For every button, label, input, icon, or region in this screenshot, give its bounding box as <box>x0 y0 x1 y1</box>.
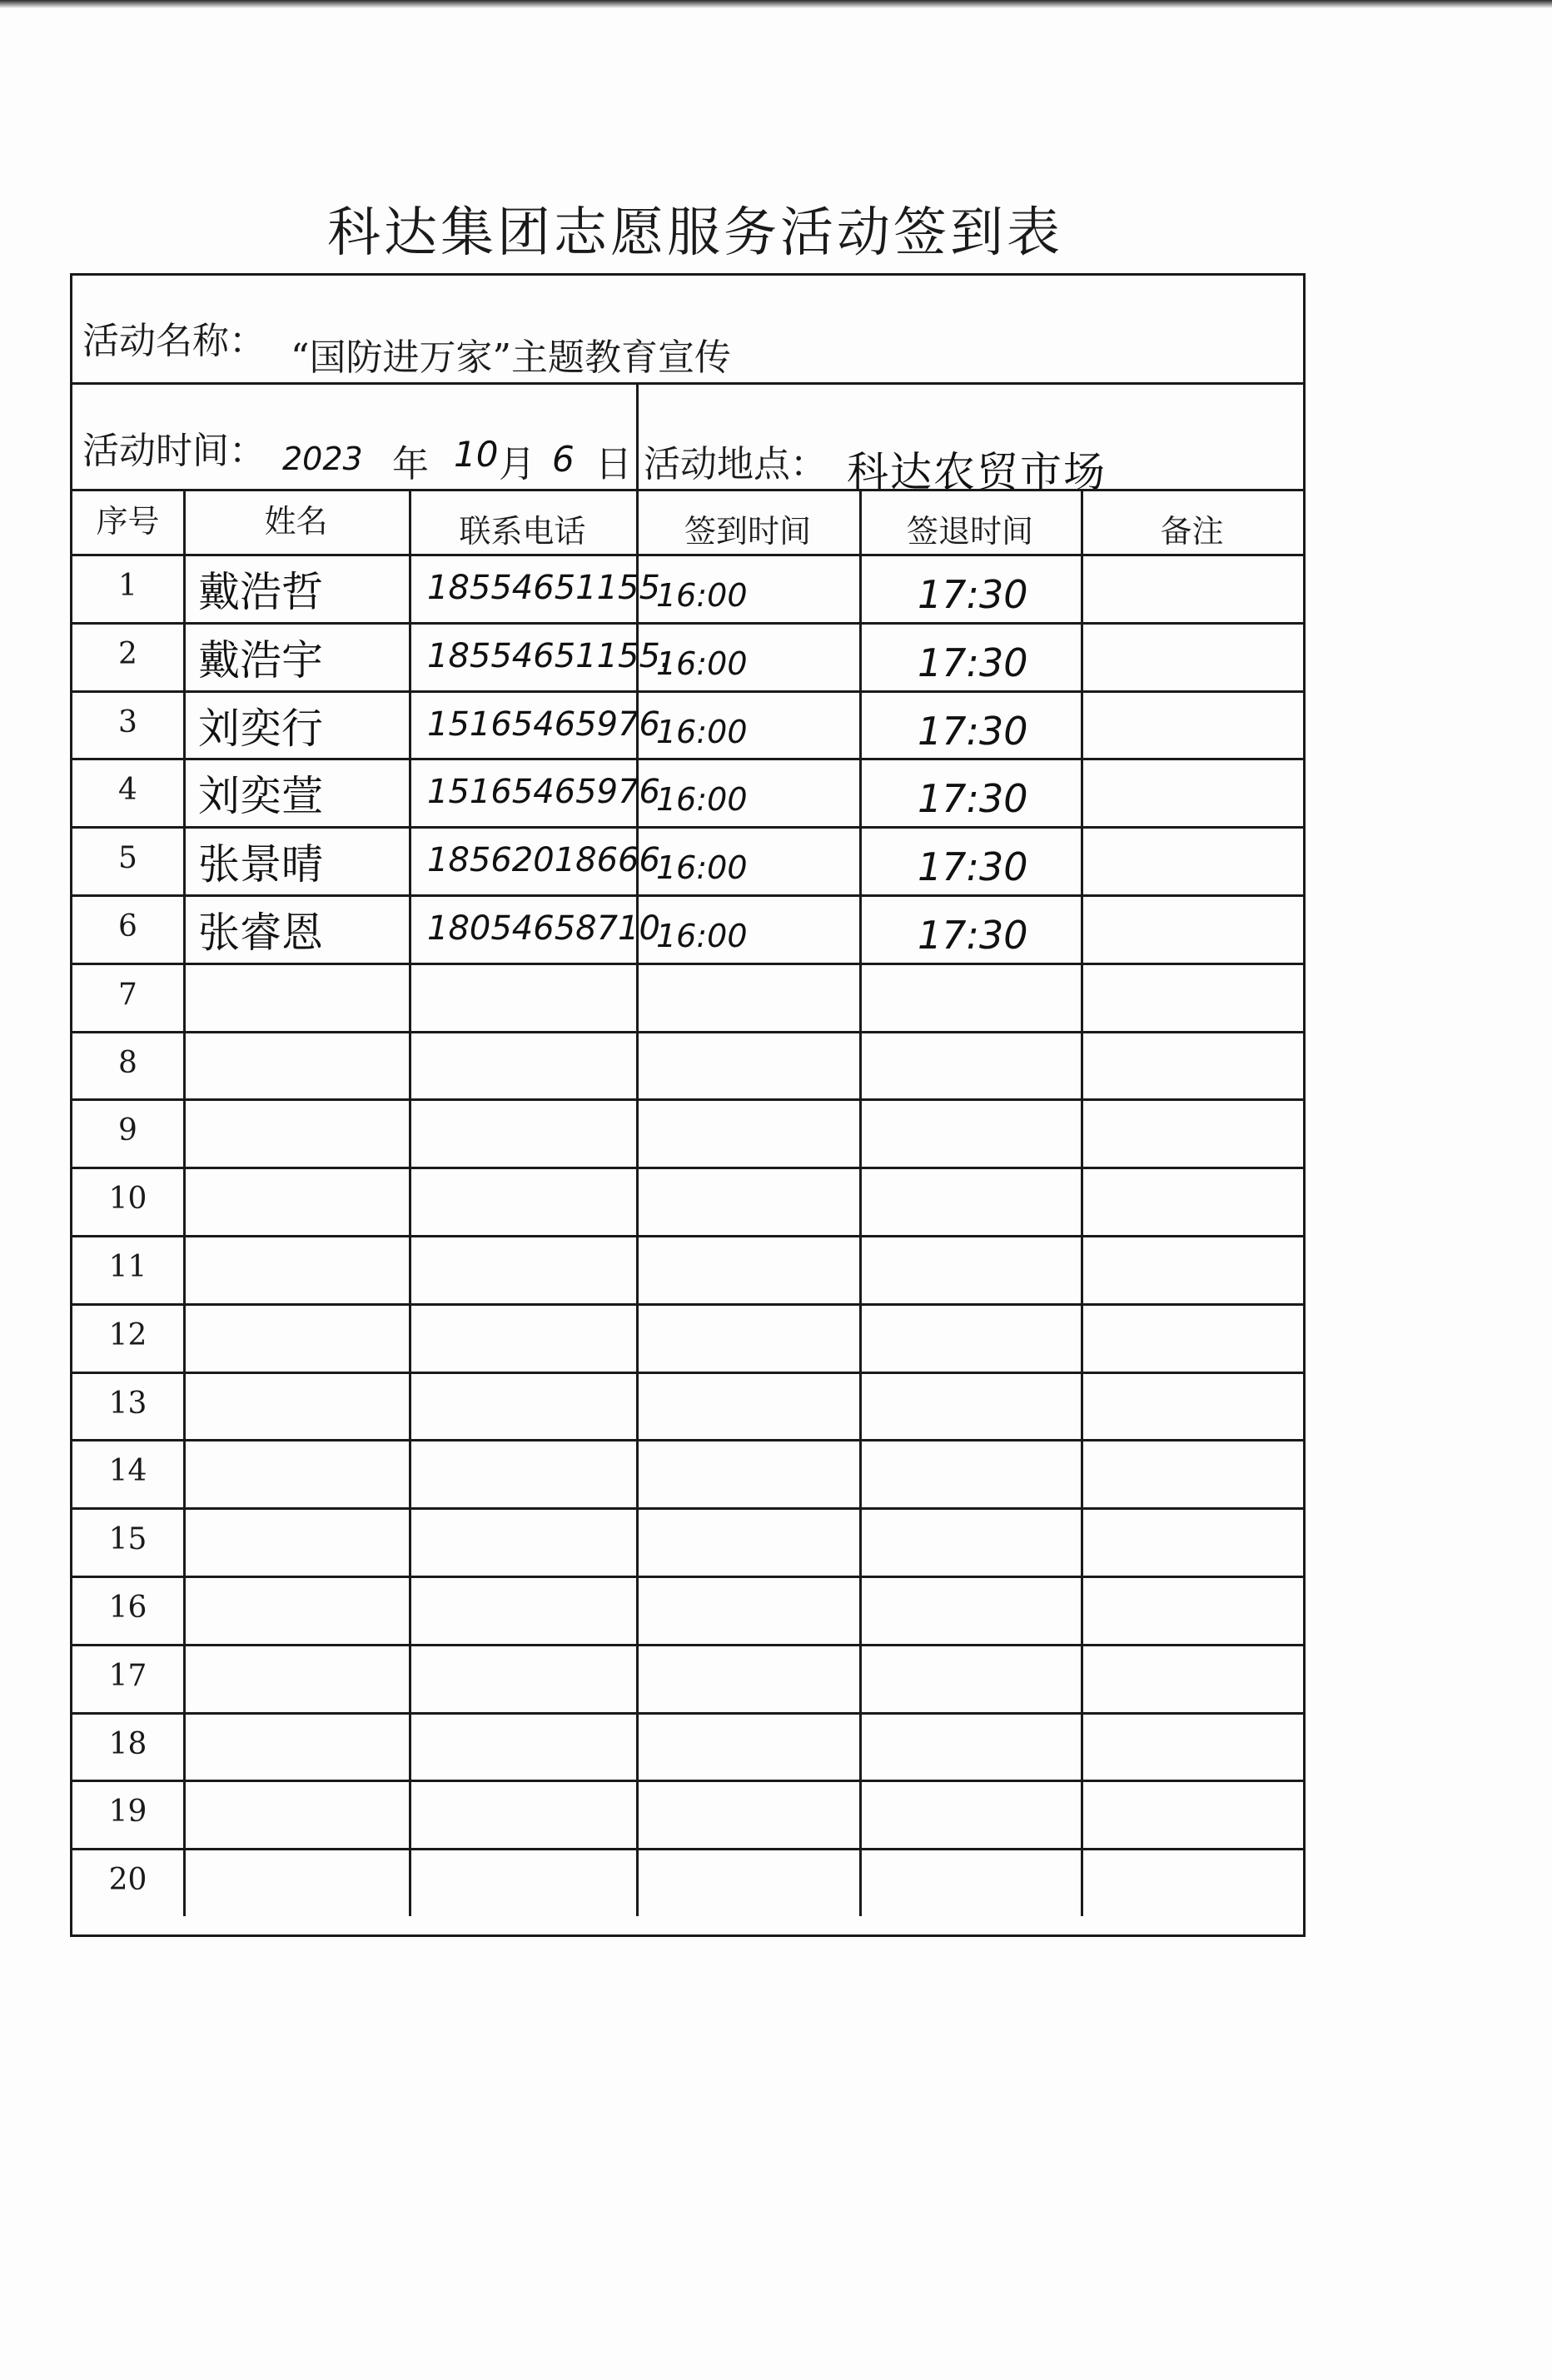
col-header-phone: 联系电话 <box>459 513 586 550</box>
seq-cell: 11 <box>108 1250 147 1284</box>
activity-day-unit: 日 <box>595 443 632 485</box>
activity-day: 6 <box>552 439 575 480</box>
col-header-note: 备注 <box>1160 513 1224 550</box>
seq-cell: 3 <box>118 705 137 739</box>
name-cell: 张睿恩 <box>198 909 323 957</box>
phone-cell: 15165465976 <box>427 773 660 812</box>
phone-cell: 18562018666 <box>427 841 660 880</box>
activity-place-value: 科达农贸市场 <box>847 448 1107 496</box>
name-cell: 刘奕行 <box>198 704 323 753</box>
row-divider <box>72 1507 1303 1510</box>
phone-cell: 18554651155 <box>427 569 660 607</box>
column-divider <box>859 489 862 1916</box>
name-cell: 戴浩宇 <box>198 635 323 685</box>
row-divider <box>72 758 1303 760</box>
row-divider <box>72 1439 1303 1441</box>
checkout-cell: 17:30 <box>918 640 1028 685</box>
form-title: 科达集团志愿服务活动签到表 <box>327 202 1063 264</box>
divider-line <box>636 382 639 489</box>
row-divider <box>72 1576 1303 1578</box>
seq-cell: 16 <box>108 1591 147 1625</box>
col-header-name: 姓名 <box>264 503 328 540</box>
seq-cell: 14 <box>108 1454 147 1489</box>
row-divider <box>72 1780 1303 1782</box>
seq-cell: 6 <box>118 909 137 944</box>
checkin-cell: 16:00 <box>656 781 748 819</box>
seq-cell: 8 <box>118 1045 137 1080</box>
checkout-cell: 17:30 <box>918 572 1028 617</box>
column-divider <box>1081 489 1083 1916</box>
seq-cell: 4 <box>118 773 137 808</box>
seq-cell: 19 <box>108 1795 147 1830</box>
seq-cell: 13 <box>108 1386 147 1421</box>
row-divider <box>72 690 1303 693</box>
row-divider <box>72 1644 1303 1646</box>
column-divider <box>183 489 186 1916</box>
checkin-cell: 16:00 <box>656 849 748 887</box>
column-divider <box>636 489 639 1916</box>
phone-cell: 18554651155. <box>427 636 671 675</box>
checkin-cell: 16:00 <box>656 713 748 750</box>
row-divider <box>72 1235 1303 1237</box>
row-divider <box>72 622 1303 625</box>
seq-cell: 20 <box>108 1863 147 1898</box>
name-cell: 刘奕萱 <box>198 772 323 821</box>
checkout-cell: 17:30 <box>918 776 1028 822</box>
checkout-cell: 17:30 <box>918 913 1028 958</box>
name-cell: 戴浩哲 <box>198 568 323 616</box>
column-divider <box>409 489 411 1916</box>
divider-line <box>72 382 1303 385</box>
seq-cell: 9 <box>118 1113 137 1148</box>
row-divider <box>72 1031 1303 1033</box>
row-divider <box>72 1098 1303 1101</box>
seq-cell: 15 <box>108 1522 147 1557</box>
seq-cell: 5 <box>118 841 137 876</box>
row-divider <box>72 894 1303 897</box>
row-divider <box>72 1848 1303 1850</box>
row-divider <box>72 826 1303 829</box>
row-divider <box>72 1303 1303 1306</box>
col-header-checkout: 签退时间 <box>906 513 1033 550</box>
activity-place-label: 活动地点： <box>644 443 827 485</box>
checkin-cell: 16:00 <box>656 577 748 614</box>
phone-cell: 18054658710 <box>427 909 660 948</box>
checkin-cell: 16:00 <box>656 645 748 682</box>
row-divider <box>72 1712 1303 1715</box>
col-header-checkin: 签到时间 <box>684 513 811 550</box>
seq-cell: 1 <box>118 569 137 603</box>
seq-cell: 10 <box>108 1182 147 1217</box>
seq-cell: 18 <box>108 1726 147 1761</box>
row-divider <box>72 1167 1303 1169</box>
seq-cell: 2 <box>118 636 137 671</box>
activity-month: 10 <box>454 434 499 475</box>
divider-line <box>72 489 1303 491</box>
activity-name-label: 活动名称： <box>82 320 266 362</box>
scan-edge <box>0 0 1552 8</box>
activity-time-label: 活动时间： <box>82 430 266 472</box>
checkin-cell: 16:00 <box>656 918 748 954</box>
name-cell: 张景晴 <box>198 840 323 889</box>
row-divider <box>72 963 1303 965</box>
phone-cell: 15165465976 <box>427 705 660 744</box>
row-divider <box>72 1372 1303 1374</box>
activity-year: 2023 <box>282 441 363 477</box>
divider-line <box>72 554 1303 556</box>
checkout-cell: 17:30 <box>918 708 1028 754</box>
checkout-cell: 17:30 <box>918 844 1028 890</box>
activity-month-unit: 月 <box>499 443 535 485</box>
activity-name-value: “国防进万家”主题教育宣传 <box>291 336 731 379</box>
activity-year-unit: 年 <box>392 443 429 485</box>
sign-in-table <box>70 273 1306 1937</box>
col-header-seq: 序号 <box>96 503 160 540</box>
seq-cell: 7 <box>118 977 137 1012</box>
seq-cell: 12 <box>108 1317 147 1352</box>
seq-cell: 17 <box>108 1658 147 1693</box>
